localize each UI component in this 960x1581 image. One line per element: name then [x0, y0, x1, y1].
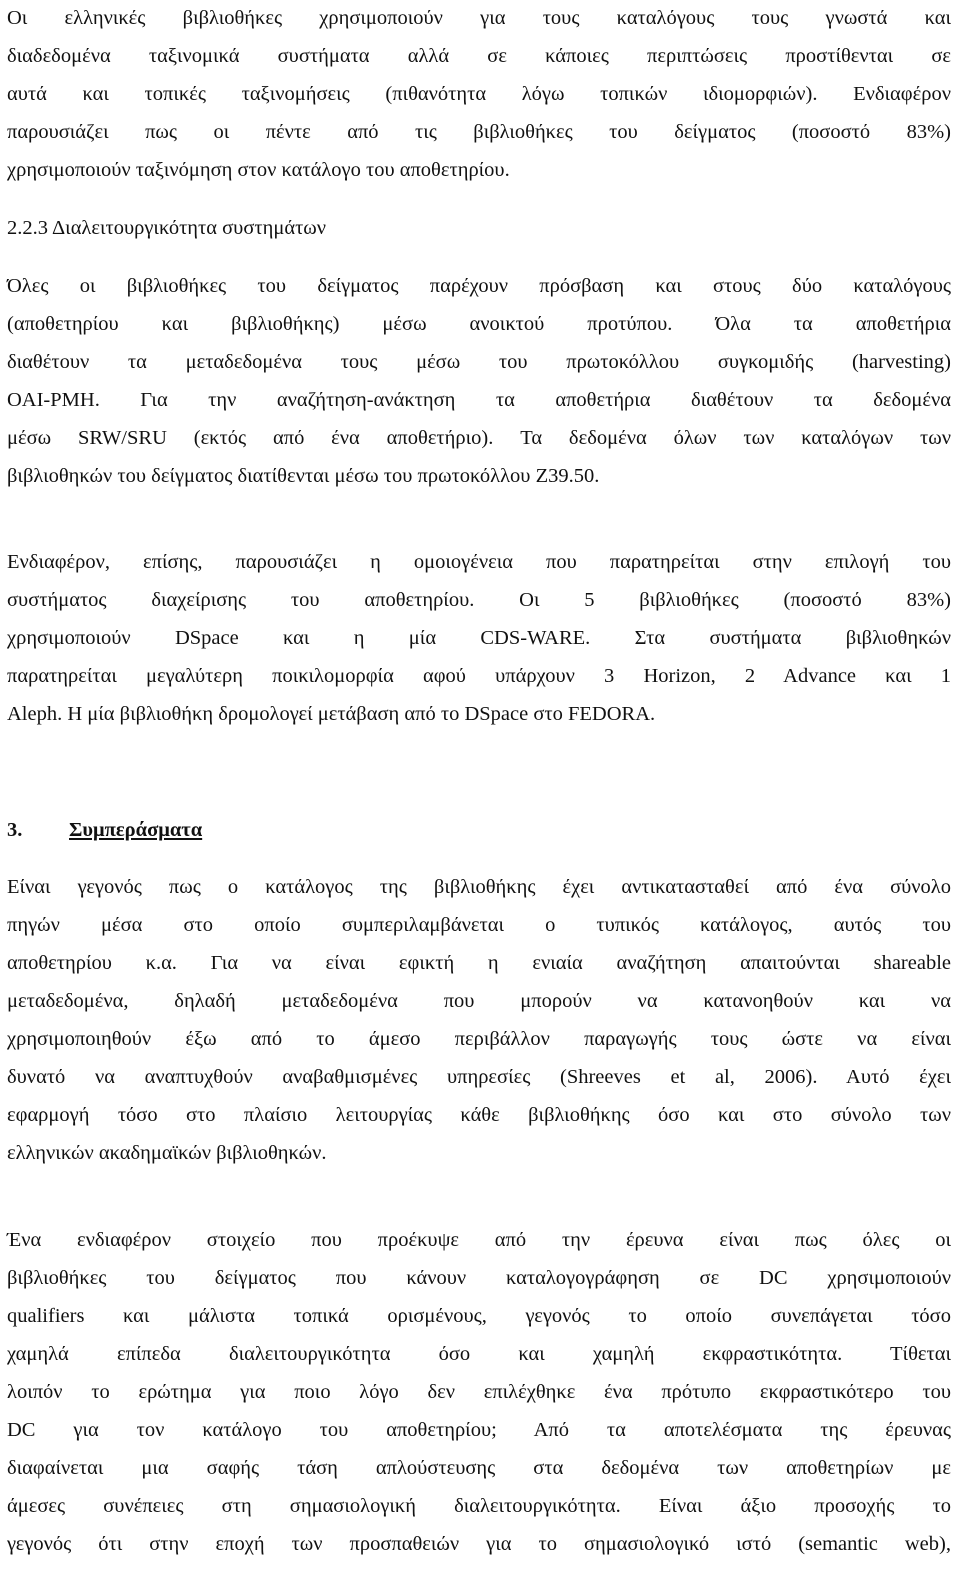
text-line: μέσω SRW/SRU (εκτός από ένα αποθετήριο). Τα δεδομένα όλων των καταλόγων των	[7, 427, 951, 449]
text-line: Ένα ενδιαφέρον στοιχείο που προέκυψε από την έρευνα είναι πως όλες οι	[7, 1229, 951, 1251]
section-heading	[7, 812, 202, 848]
text-line: χρησιμοποιηθούν έξω από το άμεσο περιβάλλον παραγωγής τους ώστε να είναι	[7, 1028, 951, 1050]
text-line: qualifiers και μάλιστα τοπικά ορισμένους, γεγονός το οποίο συνεπάγεται τόσο	[7, 1305, 951, 1327]
text-line: λοιπόν το ερώτημα για ποιο λόγο δεν επιλέχθηκε ένα πρότυπο εκφραστικότερο του	[7, 1381, 951, 1403]
text-line: χαμηλά επίπεδα διαλειτουργικότητα όσο και χαμηλή εκφραστικότητα. Τίθεται	[7, 1343, 951, 1365]
text-line: αυτά και τοπικές ταξινομήσεις (πιθανότητα λόγω τοπικών ιδιομορφιών). Ενδιαφέρον	[7, 83, 951, 105]
text-line: OAI-PMH. Για την αναζήτηση-ανάκτηση τα αποθετήρια διαθέτουν τα δεδομένα	[7, 389, 951, 411]
text-line: χρησιμοποιούν ταξινόμηση στον κατάλογο του αποθετηρίου.	[7, 159, 510, 181]
text-line: διαδεδομένα ταξινομικά συστήματα αλλά σε κάποιες περιπτώσεις προστίθενται σε	[7, 45, 951, 67]
text-line: παρουσιάζει πως οι πέντε από τις βιβλιοθήκες του δείγματος (ποσοστό 83%)	[7, 121, 951, 143]
text-line: Aleph. Η μία βιβλιοθήκη δρομολογεί μετάβαση από το DSpace στο FEDORA.	[7, 703, 656, 725]
text-line: βιβλιοθήκες του δείγματος που κάνουν καταλογογράφηση σε DC χρησιμοποιούν	[7, 1267, 951, 1289]
text-line: Οι ελληνικές βιβλιοθήκες χρησιμοποιούν για τους καταλόγους τους γνωστά και	[7, 7, 951, 29]
text-line: πηγών μέσα στο οποίο συμπεριλαμβάνεται ο τυπικός κατάλογος, αυτός του	[7, 914, 951, 936]
text-line: εφαρμογή τόσο στο πλαίσιο λειτουργίας κάθε βιβλιοθήκης όσο και στο σύνολο των	[7, 1104, 951, 1126]
text-line: διαφαίνεται μια σαφής τάση απλούστευσης στα δεδομένα των αποθετηρίων με	[7, 1457, 951, 1479]
text-line: βιβλιοθηκών του δείγματος διατίθενται μέσω του πρωτοκόλλου Z39.50.	[7, 465, 600, 487]
text-line: δυνατό να αναπτυχθούν αναβαθμισμένες υπηρεσίες (Shreeves et al, 2006). Αυτό έχει	[7, 1066, 951, 1088]
text-line: αποθετηρίου κ.α. Για να είναι εφικτή η ενιαία αναζήτηση απαιτούνται shareable	[7, 952, 951, 974]
text-line: γεγονός ότι στην εποχή των προσπαθειών για το σημασιολογικό ιστό (semantic web),	[7, 1533, 951, 1555]
text-line: ελληνικών ακαδημαϊκών βιβλιοθηκών.	[7, 1142, 327, 1164]
text-line: Είναι γεγονός πως ο κατάλογος της βιβλιοθήκης έχει αντικατασταθεί από ένα σύνολο	[7, 876, 951, 898]
text-line: παρατηρείται μεγαλύτερη ποικιλομορφία αφού υπάρχουν 3 Horizon, 2 Advance και 1	[7, 665, 951, 687]
text-line: χρησιμοποιούν DSpace και η μία CDS-WARE. Στα συστήματα βιβλιοθηκών	[7, 627, 951, 649]
text-line: άμεσες συνέπειες στη σημασιολογική διαλειτουργικότητα. Είναι άξιο προσοχής το	[7, 1495, 951, 1517]
text-line: διαθέτουν τα μεταδεδομένα τους μέσω του πρωτοκόλλου συγκομιδής (harvesting)	[7, 351, 951, 373]
text-line: Όλες οι βιβλιοθήκες του δείγματος παρέχουν πρόσβαση και στους δύο καταλόγους	[7, 275, 951, 297]
text-line: μεταδεδομένα, δηλαδή μεταδεδομένα που μπορούν να κατανοηθούν και να	[7, 990, 951, 1012]
text-line: DC για τον κατάλογο του αποθετηρίου; Από τα αποτελέσματα της έρευνας	[7, 1419, 951, 1441]
section-subheading: 2.2.3 Διαλειτουργικότητα συστημάτων	[7, 217, 327, 239]
text-line: συστήματος διαχείρισης του αποθετηρίου. Οι 5 βιβλιοθήκες (ποσοστό 83%)	[7, 589, 951, 611]
text-line: (αποθετηρίου και βιβλιοθήκης) μέσω ανοικτού προτύπου. Όλα τα αποθετήρια	[7, 313, 951, 335]
section-heading-title: Συμπεράσματα	[69, 819, 203, 841]
text-line: Ενδιαφέρον, επίσης, παρουσιάζει η ομοιογένεια που παρατηρείται στην επιλογή του	[7, 551, 951, 573]
section-heading-number: 3.	[7, 819, 23, 841]
